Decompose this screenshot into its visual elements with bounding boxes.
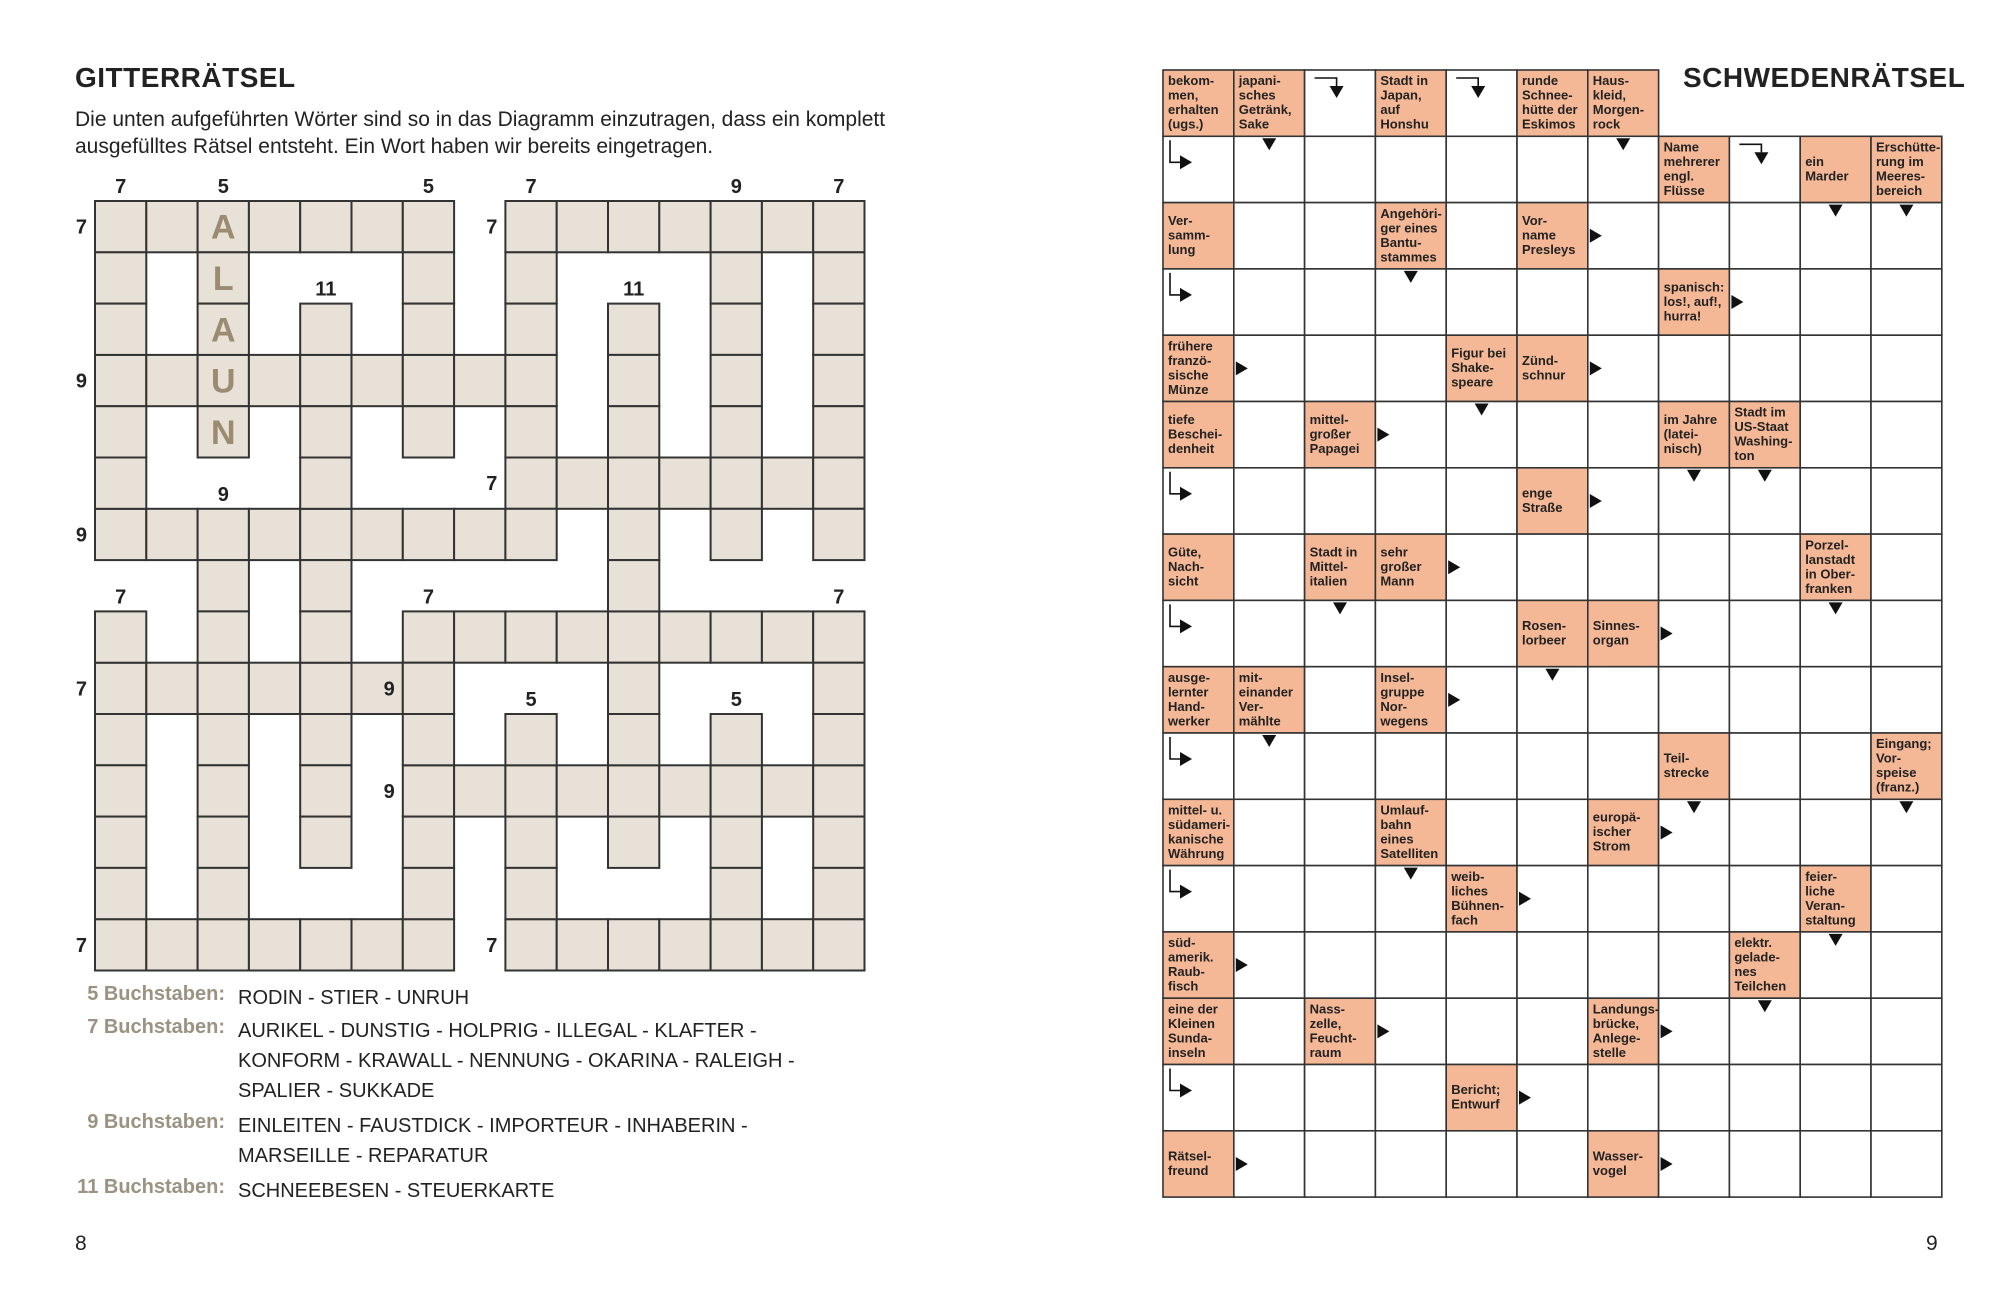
- clue-text: Stadt in Mittel-italien: [1309, 544, 1358, 589]
- clue-text: Stadt in Japan, auf Honshu: [1380, 73, 1429, 132]
- answer-cell[interactable]: [1305, 70, 1376, 136]
- answer-cell[interactable]: [1871, 1131, 1942, 1197]
- answer-cell[interactable]: [1871, 667, 1942, 733]
- length-label: 5: [422, 176, 435, 198]
- clue-text: Name mehrerer engl. Flüsse: [1663, 139, 1720, 198]
- answer-cell[interactable]: [1800, 335, 1871, 401]
- answer-cell[interactable]: [1800, 667, 1871, 733]
- prefilled-letter: A: [210, 311, 236, 350]
- clue-text: runde Schnee-hütte der Eskimos: [1522, 73, 1578, 132]
- answer-cell[interactable]: [1305, 468, 1376, 534]
- answer-cell[interactable]: [1800, 799, 1871, 865]
- answer-cell[interactable]: [1871, 1065, 1942, 1131]
- prefilled-letter: A: [210, 208, 236, 247]
- gitter-title: GITTERRÄTSEL: [75, 62, 296, 93]
- clue-text: süd-amerik. Raub-fisch: [1168, 935, 1214, 994]
- answer-cell[interactable]: [1588, 667, 1659, 733]
- answer-cell[interactable]: [1729, 534, 1800, 600]
- answer-cell[interactable]: [1588, 269, 1659, 335]
- answer-cell[interactable]: [1729, 1131, 1800, 1197]
- clue-text: ein Marder: [1805, 153, 1849, 184]
- clue-text: Landungs-brücke, Anlege-stelle: [1592, 1001, 1660, 1060]
- answer-cell[interactable]: [1800, 468, 1871, 534]
- length-label: 9: [383, 780, 395, 803]
- answer-cell[interactable]: [1163, 1065, 1234, 1131]
- length-label: 9: [217, 483, 229, 506]
- answer-cell[interactable]: [1800, 1065, 1871, 1131]
- length-label: 9: [730, 176, 742, 198]
- word-line: SCHNEEBESEN - STEUERKARTE: [238, 1180, 555, 1202]
- answer-cell[interactable]: [1588, 733, 1659, 799]
- right-page-number: 9: [1926, 1232, 1938, 1255]
- answer-cell[interactable]: [1234, 600, 1305, 666]
- clue-text: Zünd-schnur: [1522, 352, 1566, 383]
- clue-text: frühere franzö-sische Münze: [1168, 338, 1213, 397]
- clue-text: weib-liches Bühnen-fach: [1451, 868, 1504, 928]
- answer-cell[interactable]: [1871, 600, 1942, 666]
- clue-text: bekom-men, erhalten (ugs.): [1168, 73, 1219, 132]
- length-label: 7: [115, 586, 127, 609]
- clue-text: Nass-zelle, Feucht-raum: [1309, 1001, 1357, 1060]
- answer-cell[interactable]: [1517, 1131, 1588, 1197]
- answer-cell[interactable]: [1659, 866, 1730, 932]
- answer-cell[interactable]: [1517, 932, 1588, 998]
- clue-text: Umlauf-bahn eines Satelliten: [1380, 802, 1439, 861]
- clue-text: tiefe Beschei-denheit: [1168, 411, 1223, 456]
- clue-text: eine der Kleinen Sunda-inseln: [1168, 1001, 1218, 1060]
- answer-cell[interactable]: [1163, 733, 1234, 799]
- answer-cell[interactable]: [1305, 932, 1376, 998]
- answer-cell[interactable]: [1588, 402, 1659, 468]
- length-label: 11: [623, 278, 645, 301]
- answer-cell[interactable]: [1871, 866, 1942, 932]
- word-line: AURIKEL - DUNSTIG - HOLPRIG - ILLEGAL - KLAFTER -: [238, 1020, 757, 1042]
- answer-cell[interactable]: [1517, 998, 1588, 1064]
- answer-cell[interactable]: [1446, 468, 1517, 534]
- word-group-label: 11 Buchstaben:: [77, 1176, 225, 1198]
- answer-cell[interactable]: [1375, 733, 1446, 799]
- answer-cell[interactable]: [1446, 1131, 1517, 1197]
- answer-cell[interactable]: [1446, 932, 1517, 998]
- answer-cell[interactable]: [1871, 269, 1942, 335]
- answer-cell[interactable]: [1234, 203, 1305, 269]
- answer-cell[interactable]: [1659, 667, 1730, 733]
- schweden-title: SCHWEDENRÄTSEL: [1683, 62, 1966, 93]
- answer-cell[interactable]: [1446, 799, 1517, 865]
- answer-cell[interactable]: [1871, 468, 1942, 534]
- answer-cell[interactable]: [1375, 136, 1446, 202]
- answer-cell[interactable]: [1305, 269, 1376, 335]
- clue-text: Stadt im US-Staat Washing-ton: [1734, 404, 1793, 464]
- word-line: SPALIER - SUKKADE: [238, 1080, 435, 1102]
- length-label: 7: [833, 176, 845, 198]
- answer-cell[interactable]: [1800, 402, 1871, 468]
- answer-cell[interactable]: [1375, 335, 1446, 401]
- answer-cell[interactable]: [1871, 402, 1942, 468]
- answer-cell[interactable]: [1305, 136, 1376, 202]
- length-label: 11: [315, 278, 337, 301]
- clue-text: im Jahre (latei-nisch): [1663, 411, 1718, 456]
- answer-cell[interactable]: [1729, 866, 1800, 932]
- answer-cell[interactable]: [1305, 203, 1376, 269]
- answer-cell[interactable]: [1871, 534, 1942, 600]
- answer-cell[interactable]: [1517, 402, 1588, 468]
- answer-cell[interactable]: [1234, 269, 1305, 335]
- answer-cell[interactable]: [1234, 799, 1305, 865]
- answer-cell[interactable]: [1588, 534, 1659, 600]
- answer-cell[interactable]: [1517, 534, 1588, 600]
- clue-text: japani-sches Getränk, Sake: [1238, 73, 1292, 132]
- answer-cell[interactable]: [1871, 998, 1942, 1064]
- answer-cell[interactable]: [1163, 468, 1234, 534]
- word-line: MARSEILLE - REPARATUR: [238, 1145, 489, 1167]
- answer-cell[interactable]: [1800, 269, 1871, 335]
- answer-cell[interactable]: [1234, 998, 1305, 1064]
- length-label: 5: [730, 689, 742, 711]
- length-label: 7: [486, 216, 498, 239]
- left-page-number: 8: [75, 1232, 87, 1255]
- length-label: 7: [422, 586, 435, 609]
- answer-cell[interactable]: [1305, 733, 1376, 799]
- answer-cell[interactable]: [1517, 269, 1588, 335]
- answer-cell[interactable]: [1446, 733, 1517, 799]
- clue-text: Haus-kleid, Morgen-rock: [1592, 73, 1645, 132]
- answer-cell[interactable]: [1659, 932, 1730, 998]
- answer-cell[interactable]: [1163, 269, 1234, 335]
- answer-cell[interactable]: [1517, 136, 1588, 202]
- answer-cell[interactable]: [1305, 667, 1376, 733]
- answer-cell[interactable]: [1446, 70, 1517, 136]
- clue-text: Rätsel-freund: [1168, 1148, 1212, 1178]
- length-label: 7: [486, 473, 498, 496]
- clue-text: Porzel-lanstadt in Ober-franken: [1805, 537, 1856, 596]
- clue-text: sehr großer Mann: [1380, 544, 1422, 589]
- answer-cell[interactable]: [1871, 932, 1942, 998]
- clue-text: mittel-großer Papagei: [1309, 411, 1360, 456]
- clue-text: enge Straße: [1522, 485, 1563, 515]
- answer-cell[interactable]: [1163, 600, 1234, 666]
- answer-cell[interactable]: [1446, 136, 1517, 202]
- length-label: 5: [217, 176, 229, 198]
- answer-cell[interactable]: [1659, 1065, 1730, 1131]
- length-label: 7: [486, 934, 498, 957]
- word-group-label: 9 Buchstaben:: [87, 1111, 225, 1133]
- clue-text: elektr. gelade-nes Teilchen: [1734, 935, 1787, 994]
- clue-text: Teil-strecke: [1663, 750, 1710, 781]
- answer-cell[interactable]: [1234, 1065, 1305, 1131]
- clue-text: Güte, Nach-sicht: [1168, 544, 1205, 589]
- answer-cell[interactable]: [1729, 136, 1800, 202]
- length-label: 7: [525, 176, 537, 198]
- answer-cell[interactable]: [1305, 1065, 1376, 1131]
- length-label: 9: [75, 524, 87, 547]
- length-label: 7: [75, 934, 87, 957]
- answer-cell[interactable]: [1375, 1065, 1446, 1131]
- prefilled-letter: U: [210, 362, 236, 401]
- clue-text: Eingang; Vor-speise (franz.): [1876, 736, 1932, 795]
- clue-text: mit-einander Ver-mählte: [1238, 669, 1293, 729]
- answer-cell[interactable]: [1588, 932, 1659, 998]
- answer-cell[interactable]: [1588, 1065, 1659, 1131]
- word-line: EINLEITEN - FAUSTDICK - IMPORTEUR - INHABERIN -: [238, 1115, 748, 1137]
- clue-text: Bericht; Entwurf: [1451, 1082, 1501, 1112]
- clue-text: ausge-lernter Hand-werker: [1168, 669, 1210, 729]
- clue-text: Wasser-vogel: [1592, 1148, 1643, 1178]
- answer-cell[interactable]: [1375, 468, 1446, 534]
- answer-cell[interactable]: [1163, 866, 1234, 932]
- answer-cell[interactable]: [1800, 998, 1871, 1064]
- answer-cell[interactable]: [1729, 335, 1800, 401]
- word-line: KONFORM - KRAWALL - NENNUNG - OKARINA - RALEIGH -: [238, 1050, 795, 1072]
- length-label: 7: [75, 678, 87, 701]
- answer-cell[interactable]: [1659, 534, 1730, 600]
- answer-cell[interactable]: [1446, 600, 1517, 666]
- answer-cell[interactable]: [1729, 667, 1800, 733]
- clue-text: mittel- u. südameri-kanische Währung: [1168, 802, 1231, 861]
- clue-text: Rosen-lorbeer: [1522, 618, 1567, 648]
- answer-cell[interactable]: [1375, 932, 1446, 998]
- answer-cell[interactable]: [1446, 203, 1517, 269]
- prefilled-letter: N: [210, 413, 236, 452]
- prefilled-letter: L: [212, 259, 234, 298]
- clue-text: europä-ischer Strom: [1592, 809, 1641, 854]
- word-group-label: 5 Buchstaben:: [87, 983, 225, 1005]
- clue-text: spanisch: los!, auf!, hurra!: [1663, 279, 1725, 324]
- gitter-intro: Die unten aufgeführten Wörter sind so in das Diagramm einzutragen, dass ein komplett ausgefülltes Rätsel entsteht. Ein Wort haben wir bereits eingetragen.: [75, 108, 886, 158]
- answer-cell[interactable]: [1305, 866, 1376, 932]
- clue-text: Sinnes-organ: [1592, 618, 1640, 648]
- answer-cell[interactable]: [1871, 335, 1942, 401]
- answer-cell[interactable]: [1729, 799, 1800, 865]
- clue-text: feier-liche Veran-staltung: [1805, 868, 1856, 928]
- answer-cell[interactable]: [1234, 402, 1305, 468]
- length-label: 7: [75, 216, 87, 239]
- length-label: 7: [833, 586, 845, 609]
- answer-cell[interactable]: [1659, 335, 1730, 401]
- clue-text: Ver-samm-lung: [1168, 213, 1210, 257]
- length-label: 7: [115, 176, 127, 198]
- answer-cell[interactable]: [1375, 1131, 1446, 1197]
- answer-cell[interactable]: [1729, 600, 1800, 666]
- answer-cell[interactable]: [1305, 335, 1376, 401]
- answer-cell[interactable]: [1517, 799, 1588, 865]
- answer-cell[interactable]: [1588, 866, 1659, 932]
- answer-cell[interactable]: [1517, 733, 1588, 799]
- answer-cell[interactable]: [1729, 733, 1800, 799]
- answer-cell[interactable]: [1234, 468, 1305, 534]
- answer-cell[interactable]: [1305, 799, 1376, 865]
- answer-cell[interactable]: [1305, 1131, 1376, 1197]
- answer-cell[interactable]: [1234, 866, 1305, 932]
- answer-cell[interactable]: [1163, 136, 1234, 202]
- answer-cell[interactable]: [1800, 733, 1871, 799]
- length-label: 5: [525, 689, 537, 711]
- answer-cell[interactable]: [1446, 998, 1517, 1064]
- word-group-label: 7 Buchstaben:: [87, 1016, 225, 1038]
- answer-cell[interactable]: [1234, 534, 1305, 600]
- answer-cell[interactable]: [1446, 269, 1517, 335]
- clue-text: Insel-gruppe Nor-wegens: [1380, 669, 1429, 729]
- answer-cell[interactable]: [1729, 1065, 1800, 1131]
- clue-text: Figur bei Shake-speare: [1451, 345, 1507, 390]
- answer-cell[interactable]: [1729, 203, 1800, 269]
- length-label: 9: [75, 370, 87, 393]
- answer-cell[interactable]: [1659, 203, 1730, 269]
- answer-cell[interactable]: [1800, 1131, 1871, 1197]
- clue-text: Vor-name Presleys: [1522, 213, 1576, 257]
- clue-text: Erschütte-rung im Meeres-bereich: [1876, 139, 1941, 198]
- length-label: 9: [383, 678, 395, 701]
- clue-text: Angehöri-ger eines Bantu-stammes: [1380, 205, 1442, 265]
- word-line: RODIN - STIER - UNRUH: [238, 987, 470, 1009]
- answer-cell[interactable]: [1375, 600, 1446, 666]
